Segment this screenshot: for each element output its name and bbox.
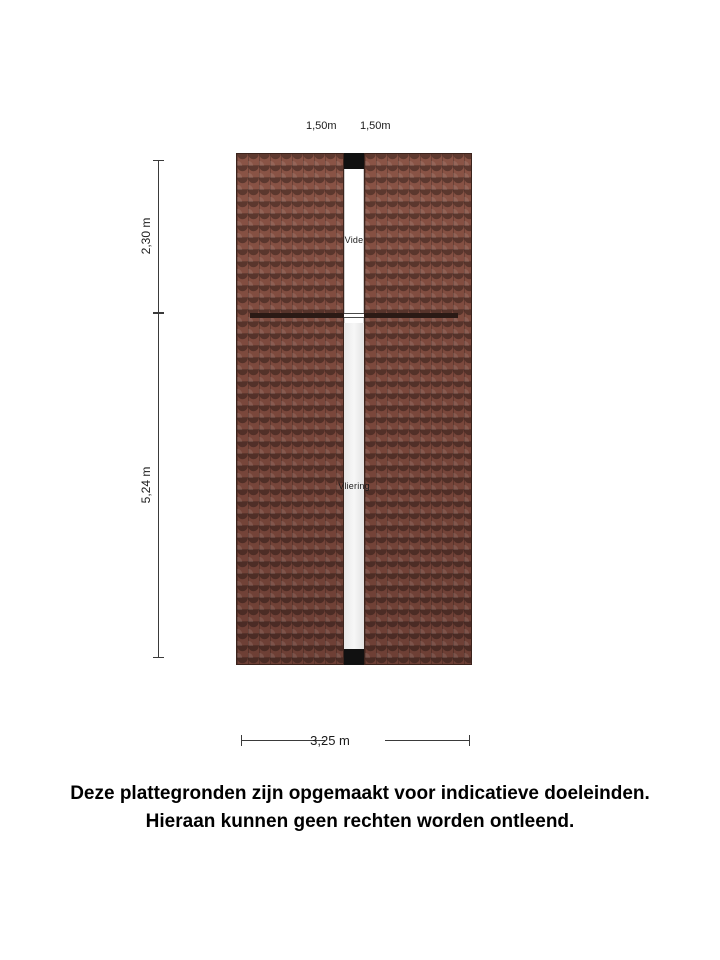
interior-wall-right — [364, 313, 458, 318]
ridge-opening-lower — [344, 323, 364, 665]
dimension-top-left: 1,50m — [306, 120, 337, 132]
dimension-bottom-width: 3,25 m — [310, 733, 350, 748]
room-label-vliering: Vliering — [338, 481, 370, 491]
dimension-line-left-lower — [158, 313, 159, 658]
dimension-left-lower: 5,24 m — [139, 466, 153, 504]
disclaimer-line-1: Deze plattegronden zijn opgemaakt voor indicatieve doeleinden. — [70, 783, 650, 804]
dimension-tick — [153, 160, 164, 161]
disclaimer-text — [0, 780, 720, 836]
room-label-vide: Vide — [344, 235, 364, 245]
dimension-tick — [469, 735, 470, 746]
roof-surface-right — [364, 153, 472, 665]
dimension-left-upper: 2,30 m — [139, 217, 153, 255]
dimension-line-bottom-right — [385, 740, 469, 741]
wall-block-top — [344, 153, 364, 169]
wall-block-bottom — [344, 649, 364, 665]
roof-surface-left — [236, 153, 344, 665]
dimension-line-left-upper — [158, 160, 159, 312]
dimension-top-right: 1,50m — [360, 120, 391, 132]
dimension-tick — [153, 657, 164, 658]
dimension-tick — [241, 735, 242, 746]
floorplan-drawing — [236, 153, 472, 665]
dimension-tick — [153, 313, 164, 314]
disclaimer-line-2: Hieraan kunnen geen rechten worden ontleend. — [145, 811, 575, 832]
interior-wall-opening — [344, 313, 364, 318]
interior-wall-left — [250, 313, 344, 318]
